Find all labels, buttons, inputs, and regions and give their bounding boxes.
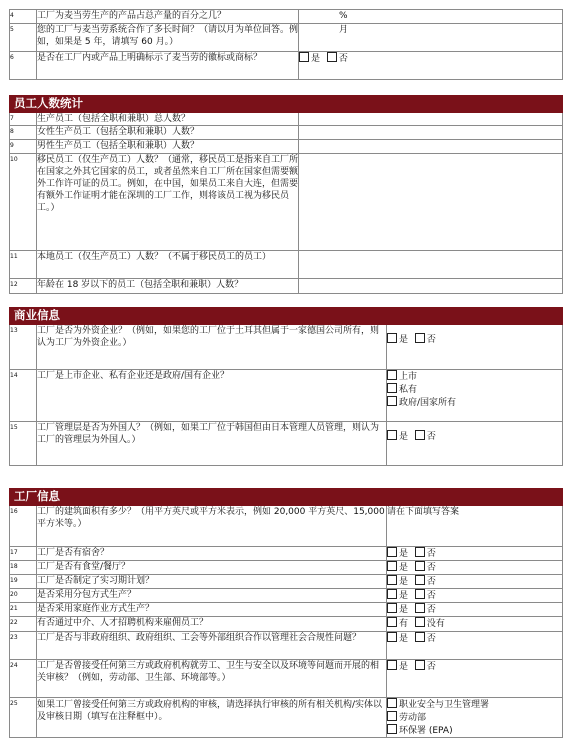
question-number: 25 [10,698,37,738]
factory-section-table [9,488,563,738]
checkbox[interactable] [387,561,397,571]
months-answer-field[interactable]: 月 [299,24,563,52]
option-no[interactable]: 否 [415,563,436,573]
table-row [10,506,563,547]
table-row [10,589,563,603]
answer-options [387,632,563,660]
answer-options [387,603,563,617]
question-text: 生产员工（包括全职和兼职）总人数？ [37,113,299,126]
checkbox[interactable] [387,589,397,599]
option-yes[interactable]: 是 [387,605,408,615]
option-osha[interactable]: 职业安全与卫生管理署 [387,698,562,711]
checkbox[interactable] [415,430,425,440]
answer-options [387,561,563,575]
question-number: 5 [10,24,37,52]
question-text: 工厂管理层是否为外国人？（例如，如果工厂位于韩国但由日本管理人员管理，则认为工厂的管理层为外国人。） [37,422,387,466]
option-listed[interactable]: 上市 [387,370,562,383]
table-row [10,24,563,52]
answer-field[interactable] [299,251,563,279]
question-text: 工厂为麦当劳生产的产品占总产量的百分之几？ [37,10,299,24]
section-header [10,489,563,506]
table-row [10,154,563,251]
business-section-table [9,307,563,466]
question-number: 18 [10,561,37,575]
question-number: 13 [10,325,37,370]
table-row [10,279,563,294]
answer-field[interactable] [299,154,563,251]
answer-options [387,617,563,632]
question-number: 11 [10,251,37,279]
option-state-owned[interactable]: 政府/国家所有 [387,396,562,409]
checkbox[interactable] [415,617,425,627]
section-title: 员工人数统计 [10,96,299,113]
question-number: 9 [10,140,37,154]
question-text: 工厂是否有食堂/餐厅？ [37,561,387,575]
checkbox[interactable] [387,333,397,343]
option-no[interactable]: 否 [415,335,436,345]
question-number: 22 [10,617,37,632]
employee-section-table [9,95,563,294]
checkbox[interactable] [415,333,425,343]
top-questions-table [9,9,563,80]
table-row [10,632,563,660]
question-number: 4 [10,10,37,24]
table-row [10,617,563,632]
percent-answer-field[interactable]: % [299,10,563,24]
checkbox[interactable] [387,575,397,585]
option-yes[interactable]: 是 [387,577,408,587]
option-yes[interactable]: 有 [387,619,408,629]
option-no[interactable]: 否 [415,634,436,644]
checkbox[interactable] [387,617,397,627]
table-row [10,126,563,140]
checkbox[interactable] [387,430,397,440]
section-title: 商业信息 [10,308,387,325]
checkbox[interactable] [415,660,425,670]
table-row [10,10,563,24]
question-text: 工厂是否曾接受任何第三方或政府机构就劳工、卫生与安全以及环境等问题而开展的相关审核？（例如，劳动部、卫生部、环境部等。） [37,660,387,698]
answer-field[interactable] [299,126,563,140]
question-number: 14 [10,370,37,422]
table-row [10,698,563,738]
answer-options [387,575,563,589]
question-number: 20 [10,589,37,603]
option-yes[interactable]: 是 [387,563,408,573]
question-number: 10 [10,154,37,251]
option-no[interactable]: 否 [415,662,436,672]
question-number: 17 [10,547,37,561]
question-text: 工厂的建筑面积有多少？（用平方英尺或平方米表示，例如 20,000 平方英尺、15,000 平方米等。） [37,506,387,547]
section-title: 工厂信息 [10,489,387,506]
question-text: 如果工厂曾接受任何第三方或政府机构的审核，请选择执行审核的所有相关机构/实体以及审核日期（填写在注释框中）。 [37,698,387,738]
option-yes[interactable]: 是 [387,335,408,345]
question-text: 女性生产员工（包括全职和兼职）人数？ [37,126,299,140]
answer-options [387,660,563,698]
question-text: 本地员工（仅生产员工）人数？（不属于移民员工的员工） [37,251,299,279]
checkbox[interactable] [387,603,397,613]
checkbox[interactable] [415,561,425,571]
option-yes[interactable]: 是 [299,54,320,64]
question-text: 工厂是否有宿舍？ [37,547,387,561]
table-row [10,370,563,422]
table-row [10,52,563,80]
answer-field[interactable] [299,113,563,126]
checkbox[interactable] [387,396,397,406]
question-text: 工厂是否与非政府组织、政府组织、工会等外部组织合作以管理社会合规性问题？ [37,632,387,660]
question-number: 12 [10,279,37,294]
table-row [10,422,563,466]
option-yes[interactable]: 是 [387,591,408,601]
question-text: 移民员工（仅生产员工）人数？（通常，移民员工是指来自工厂所在国家之外其它国家的员工，或者虽然来自工厂所在国家但需要额外工作许可证的员工。例如，在中国，如果员工来自大连，但需要有额外工作证明才能在深圳的工厂工作，则将该员工视为移民员工。） [37,154,299,251]
table-row [10,660,563,698]
question-number: 8 [10,126,37,140]
question-text: 男性生产员工（包括全职和兼职）人数？ [37,140,299,154]
option-no[interactable]: 否 [415,577,436,587]
option-no[interactable]: 否 [415,605,436,615]
question-number: 7 [10,113,37,126]
option-no[interactable]: 否 [415,432,436,442]
checkbox[interactable] [387,711,397,721]
table-row [10,251,563,279]
question-text: 工厂是上市企业、私有企业还是政府/国有企业？ [37,370,387,422]
checkbox[interactable] [387,547,397,557]
answer-instruction: 请在下面填写答案 [387,506,563,547]
checkbox[interactable] [387,370,397,380]
question-number: 15 [10,422,37,466]
checkbox[interactable] [387,724,397,734]
answer-field[interactable] [299,279,563,294]
answer-options [387,422,563,466]
answer-field[interactable] [299,140,563,154]
option-yes[interactable]: 是 [387,662,408,672]
question-number: 23 [10,632,37,660]
answer-options [387,325,563,370]
answer-options [387,370,563,422]
checkbox[interactable] [415,547,425,557]
answer-options [387,547,563,561]
checkbox[interactable] [415,632,425,642]
answer-options [299,52,563,80]
question-text: 是否在工厂内或产品上明确标示了麦当劳的徽标或商标？ [37,52,299,80]
option-epa[interactable]: 环保署 (EPA) [387,724,562,737]
question-number: 24 [10,660,37,698]
section-header [10,96,563,113]
option-yes[interactable]: 是 [387,634,408,644]
table-row [10,140,563,154]
answer-options [387,589,563,603]
option-no[interactable]: 没有 [415,619,445,629]
question-text: 年龄在 18 岁以下的员工（包括全职和兼职）人数？ [37,279,299,294]
checkbox[interactable] [387,383,397,393]
question-text: 工厂是否制定了实习期计划？ [37,575,387,589]
option-private[interactable]: 私有 [387,383,562,396]
question-text: 是否采用家庭作业方式生产？ [37,603,387,617]
checkbox[interactable] [387,660,397,670]
option-no[interactable]: 否 [415,549,436,559]
option-no[interactable]: 否 [327,54,348,64]
question-number: 16 [10,506,37,547]
option-no[interactable]: 否 [415,591,436,601]
question-text: 有否通过中介、人才招聘机构来雇佣员工？ [37,617,387,632]
checkbox[interactable] [415,603,425,613]
table-row [10,575,563,589]
option-labor-ministry[interactable]: 劳动部 [387,711,562,724]
option-yes[interactable]: 是 [387,549,408,559]
table-row [10,561,563,575]
table-row [10,547,563,561]
checkbox[interactable] [387,698,397,708]
option-yes[interactable]: 是 [387,432,408,442]
question-number: 19 [10,575,37,589]
checkbox[interactable] [387,632,397,642]
table-row [10,325,563,370]
answer-options [387,698,563,738]
section-header [10,308,563,325]
question-text: 您的工厂与麦当劳系统合作了多长时间？（请以月为单位回答。例如，如果是 5 年，请填写 60 月。） [37,24,299,52]
table-row [10,603,563,617]
question-text: 工厂是否为外资企业？（例如，如果您的工厂位于土耳其但属于一家德国公司所有，则认为工厂为外资企业。） [37,325,387,370]
question-text: 是否采用分包方式生产？ [37,589,387,603]
question-number: 6 [10,52,37,80]
checkbox[interactable] [415,589,425,599]
checkbox[interactable] [327,52,337,62]
question-number: 21 [10,603,37,617]
checkbox[interactable] [299,52,309,62]
checkbox[interactable] [415,575,425,585]
table-row [10,113,563,126]
